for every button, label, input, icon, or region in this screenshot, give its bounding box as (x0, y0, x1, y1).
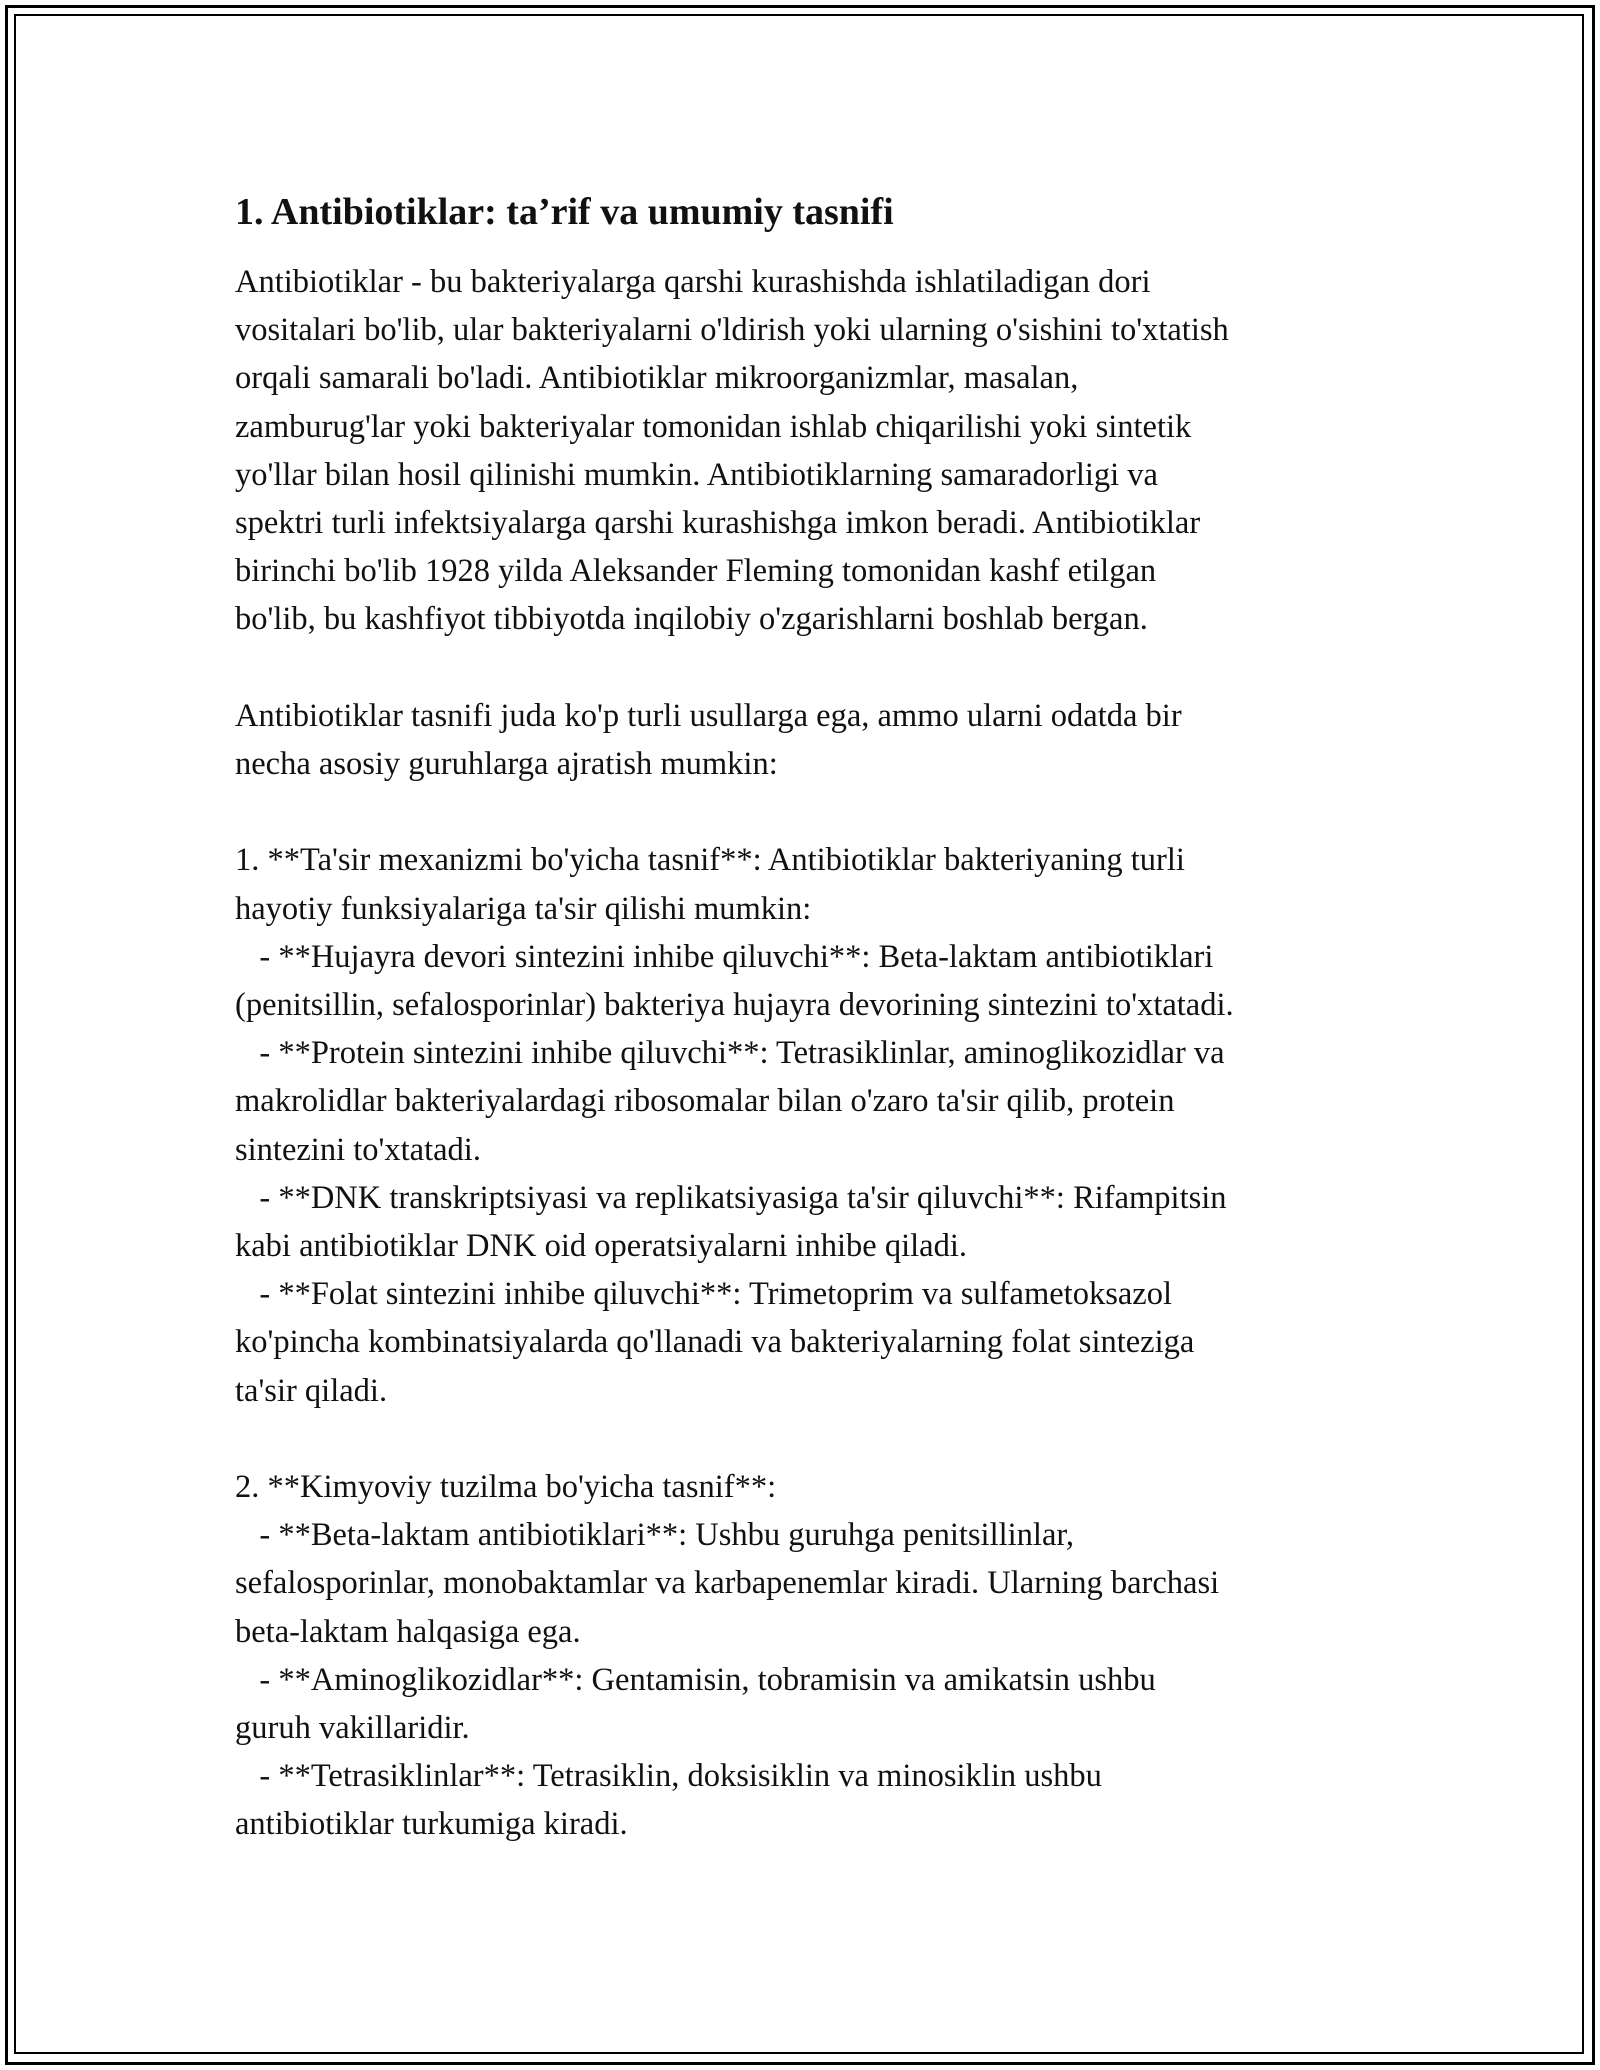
blank-line (235, 644, 1365, 692)
paragraph-classification-intro (235, 692, 1365, 788)
list-item: - **Folat sintezini inhibe qiluvchi**: Trimetoprim va sulfametoksazol (235, 1276, 1172, 1313)
text-line: necha asosiy guruhlarga ajratish mumkin: (235, 746, 778, 783)
list-item: ko'pincha kombinatsiyalarda qo'llanadi va bakteriyalarning folat sinteziga (235, 1324, 1195, 1361)
list-item: kabi antibiotiklar DNK oid operatsiyalarni inhibe qiladi. (235, 1228, 967, 1265)
list-item: makrolidlar bakteriyalardagi ribosomalar bilan o'zaro ta'sir qilib, protein (235, 1083, 1175, 1120)
blank-line (235, 788, 1365, 836)
list-item: sefalosporinlar, monobaktamlar va karbapenemlar kiradi. Ularning barchasi (235, 1565, 1220, 1602)
text-line: Antibiotiklar - bu bakteriyalarga qarshi kurashishda ishlatiladigan dori (235, 264, 1151, 300)
text-line: yo'llar bilan hosil qilinishi mumkin. Antibiotiklarning samaradorligi va (235, 456, 1158, 493)
list-item: - **Tetrasiklinlar**: Tetrasiklin, doksisiklin va minosiklin ushbu (235, 1758, 1102, 1795)
list-item: beta-laktam halqasiga ega. (235, 1613, 581, 1650)
list-item: ta'sir qiladi. (235, 1372, 388, 1409)
list-item: - **Aminoglikozidlar**: Gentamisin, tobramisin va amikatsin ushbu (235, 1661, 1156, 1698)
list-chemical-structure-classification (235, 1463, 1365, 1849)
paragraph-definition (235, 258, 1365, 644)
list-mechanism-classification (235, 836, 1365, 1414)
list-item: 2. **Kimyoviy tuzilma bo'yicha tasnif**: (235, 1469, 777, 1506)
list-item: - **Hujayra devori sintezini inhibe qiluvchi**: Beta-laktam antibiotiklari (235, 938, 1214, 975)
blank-line (235, 1415, 1365, 1463)
text-line: bo'lib, bu kashfiyot tibbiyotda inqilobiy o'zgarishlarni boshlab bergan. (235, 601, 1148, 638)
list-item: (penitsillin, sefalosporinlar) bakteriya hujayra devorining sintezini to'xtatadi. (235, 987, 1234, 1024)
list-item: hayotiy funksiyalariga ta'sir qilishi mumkin: (235, 890, 812, 927)
document-body (235, 188, 1365, 1849)
text-line: orqali samarali bo'ladi. Antibiotiklar mikroorganizmlar, masalan, (235, 360, 1079, 397)
list-item: - **Protein sintezini inhibe qiluvchi**: Tetrasiklinlar, aminoglikozidlar va (235, 1035, 1225, 1072)
text-line: vositalari bo'lib, ular bakteriyalarni o'ldirish yoki ularning o'sishini to'xtatish (235, 312, 1229, 349)
list-item: - **DNK transkriptsiyasi va replikatsiyasiga ta'sir qiluvchi**: Rifampitsin (235, 1179, 1227, 1216)
list-item: 1. **Ta'sir mexanizmi bo'yicha tasnif**: Antibiotiklar bakteriyaning turli (235, 842, 1185, 879)
text-line: spektri turli infektsiyalarga qarshi kurashishga imkon beradi. Antibiotiklar (235, 505, 1201, 542)
section-heading: 1. Antibiotiklar: ta’rif va umumiy tasnifi (235, 191, 894, 233)
list-item: sintezini to'xtatadi. (235, 1131, 481, 1168)
list-item: - **Beta-laktam antibiotiklari**: Ushbu guruhga penitsillinlar, (235, 1517, 1075, 1554)
list-item: guruh vakillaridir. (235, 1710, 470, 1747)
list-item: antibiotiklar turkumiga kiradi. (235, 1806, 628, 1843)
text-line: birinchi bo'lib 1928 yilda Aleksander Fleming tomonidan kashf etilgan (235, 553, 1157, 590)
text-line: Antibiotiklar tasnifi juda ko'p turli usullarga ega, ammo ularni odatda bir (235, 697, 1182, 734)
text-line: zamburug'lar yoki bakteriyalar tomonidan ishlab chiqarilishi yoki sintetik (235, 408, 1192, 445)
